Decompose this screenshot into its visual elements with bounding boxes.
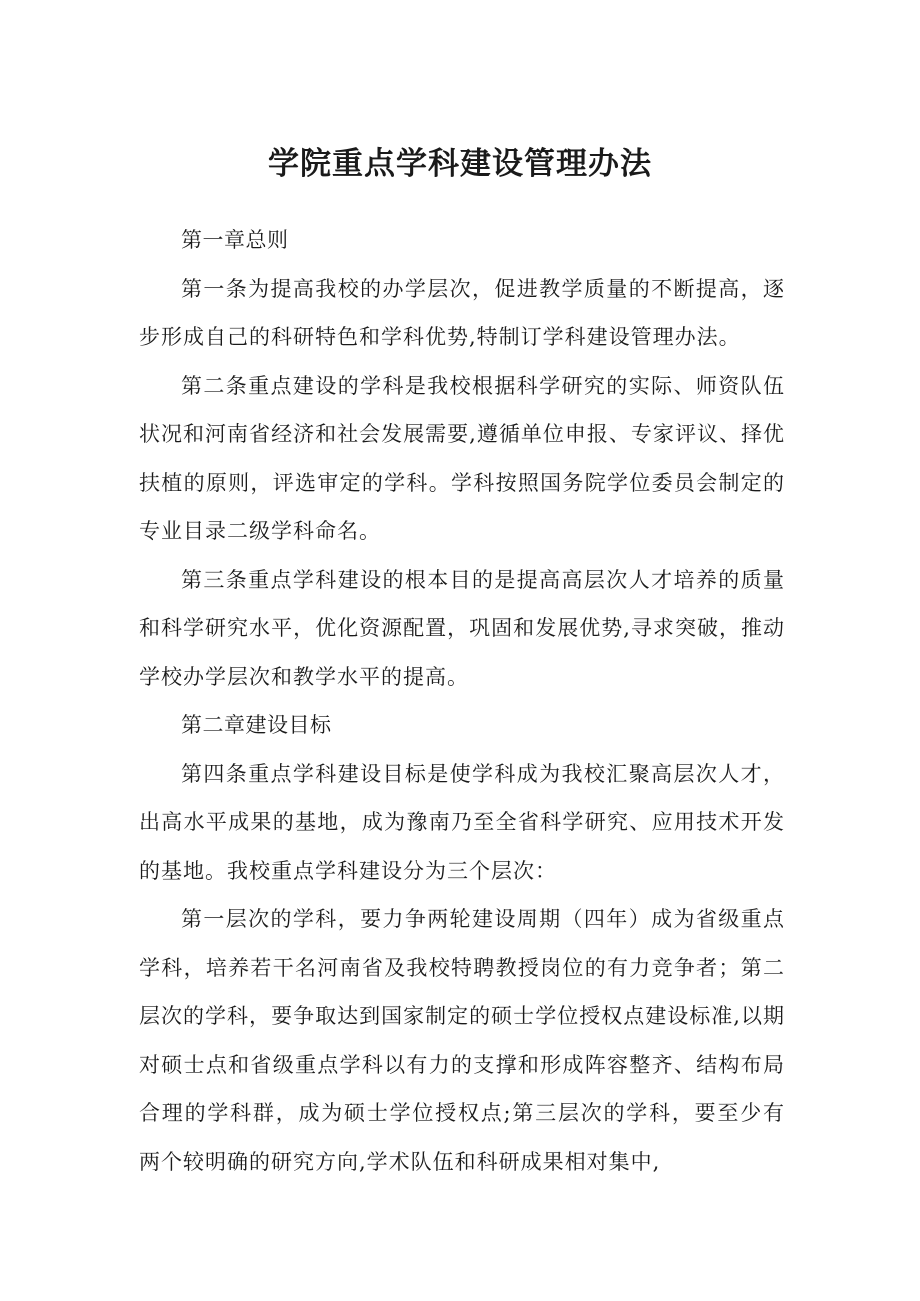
document-title: 学院重点学科建设管理办法 <box>268 146 652 182</box>
chapter-heading-1: 第一章总则 <box>181 228 289 252</box>
article-3: 第三条重点学科建设的根本目的是提高高层次人才培养的质量和科学研究水平，优化资源配置，巩固和发展优势,寻求突破，推动学校办学层次和教学水平的提高。 <box>139 567 785 689</box>
article-1: 第一条为提高我校的办学层次，促进教学质量的不断提高，逐步形成自己的科研特色和学科优势,特制订学科建设管理办法。 <box>139 276 785 349</box>
article-4: 第四条重点学科建设目标是使学科成为我校汇聚高层次人才，出高水平成果的基地，成为豫南乃至全省科学研究、应用技术开发的基地。我校重点学科建设分为三个层次： <box>139 761 785 883</box>
chapter-heading-2: 第二章建设目标 <box>181 713 332 737</box>
document-body <box>139 216 785 1186</box>
article-2: 第二条重点建设的学科是我校根据科学研究的实际、师资队伍状况和河南省经济和社会发展需要,遵循单位申报、专家评议、择优扶植的原则，评选审定的学科。学科按照国务院学位委员会制定的专业目录二级学科命名。 <box>139 373 785 543</box>
levels-paragraph: 第一层次的学科，要力争两轮建设周期（四年）成为省级重点学科，培养若干名河南省及我校特聘教授岗位的有力竞争者；第二层次的学科，要争取达到国家制定的硕士学位授权点建设标准,以期对硕士点和省级重点学科以有力的支撑和形成阵容整齐、结构布局合理的学科群，成为硕士学位授权点;第三层次的学科，要至少有两个较明确的研究方向,学术队伍和科研成果相对集中, <box>139 907 785 1174</box>
